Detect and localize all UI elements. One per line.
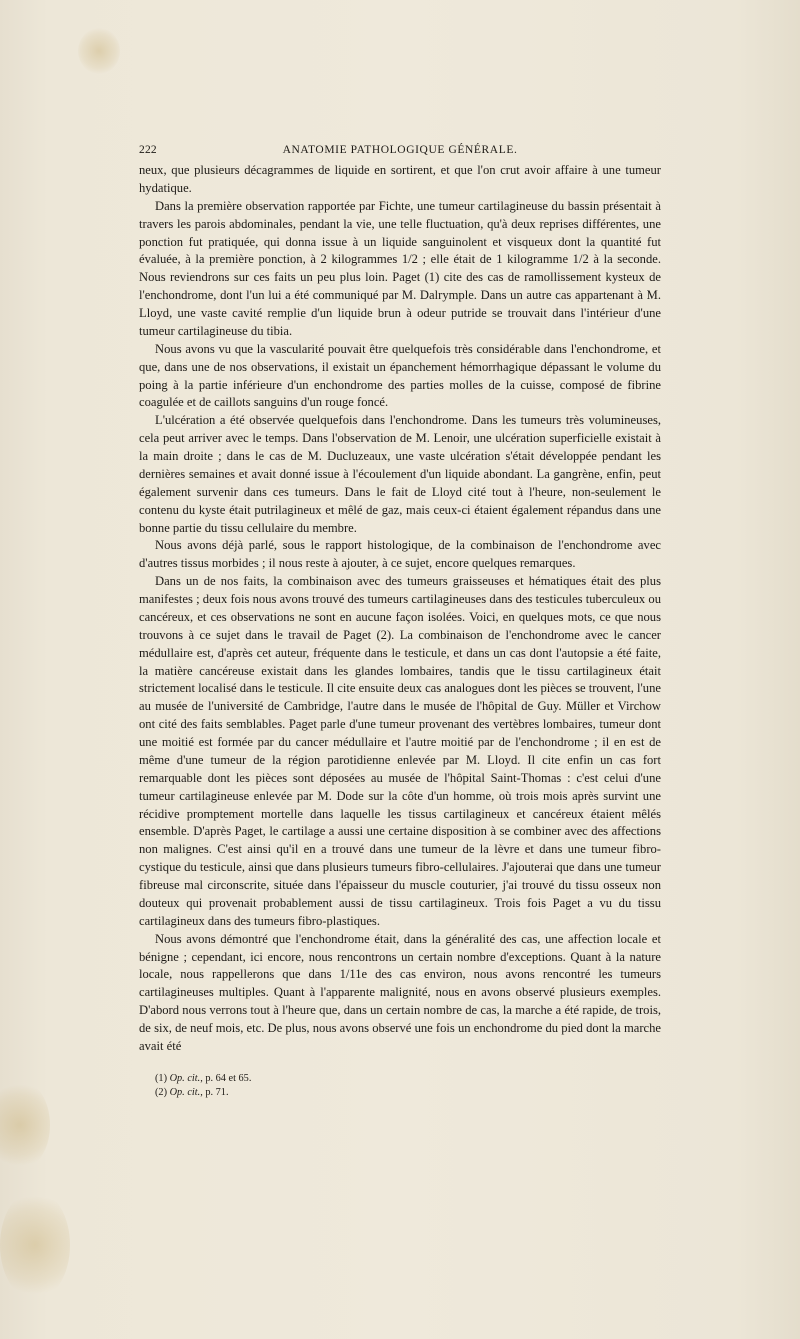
- body-text: [139, 162, 661, 1056]
- page-stain: [78, 28, 120, 74]
- paragraph: neux, que plusieurs décagrammes de liquide en sortirent, et que l'on crut avoir affaire à une tumeur hydatique.: [139, 163, 661, 195]
- footnote: [155, 1072, 661, 1086]
- footnotes: [139, 1072, 661, 1100]
- page-number: 222: [139, 144, 157, 156]
- paragraph: L'ulcération a été observée quelquefois dans l'enchondrome. Dans les tumeurs très volumineuses, cela peut arriver avec le temps. Dans l'observation de M. Lenoir, une ulcération superficielle existait à la main droite ; dans le cas de M. Ducluzeaux, une vaste ulcération s'était développée pendant les dernières semaines et avait donné issue à l'écoulement d'un liquide abondant. La gangrène, enfin, peut également survenir dans ces tumeurs. Dans le fait de Lloyd cité tout à l'heure, non-seulement le contenu du kyste était putrilagineux et mêlé de gaz, mais ceux-ci étaient également répandus dans une bonne partie du tissu cellulaire du membre.: [139, 413, 661, 535]
- text-block: [139, 144, 661, 1100]
- footnote-text: , p. 71.: [200, 1086, 229, 1098]
- footnote: [155, 1086, 661, 1100]
- page-header: [139, 144, 661, 162]
- footnote-reference: Op. cit.: [169, 1086, 201, 1098]
- paragraph: Nous avons démontré que l'enchondrome était, dans la généralité des cas, une affection locale et bénigne ; cependant, ici encore, nous rencontrons un certain nombre d'exceptions. Quant à la nature locale, nous rappellerons que dans 1/11e des cas environ, nous avons rencontré les tumeurs cartilagineuses multiples. Quant à l'apparente malignité, nous en avons observé plusieurs exemples. D'abord nous verrons tout à l'heure que, dans un certain nombre de cas, la marche a été rapide, de trois, de six, de neuf mois, etc. De plus, nous avons observé une fois un enchondrome du pied dont la marche avait été: [139, 931, 661, 1053]
- footnote-number: (2): [155, 1086, 168, 1098]
- paragraph: Dans un de nos faits, la combinaison avec des tumeurs graisseuses et hématiques était des plus manifestes ; deux fois nous avons trouvé des tumeurs cartilagineuses dans des testicules tuberculeux ou cancéreux, et ces observations ne sont en aucune façon isolées. Voici, en quelques mots, ce que nous trouvons à ce sujet dans le travail de Paget (2). La combinaison de l'enchondrome avec le cancer médullaire est, d'après cet auteur, fréquente dans le testicule, et dans un cas dont l'autopsie a été faite, la matière cancéreuse existait dans les glandes lombaires, tandis que le tissu cartilagineux était strictement localisé dans le testicule. Il cite ensuite deux cas analogues dont les pièces se trouvent, l'une au musée de l'université de Cambridge, l'autre dans le musée de l'hôpital de Guy. Müller et Virchow ont cité des faits semblables. Paget parle d'une tumeur provenant des vertèbres lombaires, tumeur dont une moitié est formée par du cancer médullaire et l'autre moitié par de l'enchondrome ; il en est de même d'une tumeur de la région parotidienne enlevée par M. Lloyd. Il cite enfin un cas fort remarquable dont les pièces sont déposées au musée de l'hôpital Saint-Thomas : c'est celui d'une tumeur cartilagineuse enlevée par M. Dode sur la côte d'un homme, où trois mois après survint une récidive promptement mortelle dans laquelle les tissus cartilagineux et cancéreux étaient mêlés ensemble. D'après Paget, le cartilage a aussi une certaine disposition à se combiner avec des affections non malignes. C'est ainsi qu'il en a trouvé dans une tumeur de la lèvre et dans une tumeur fibro-cystique du testicule, ainsi que dans plusieurs tumeurs fibro-cellulaires. J'ajouterai que dans une tumeur fibreuse mal circonscrite, située dans l'épaisseur du muscle couturier, j'ai trouvé du tissu osseux non douteux qui provenait probablement aussi de tissu cartilagineux. Trois fois Paget a vu du tissu cartilagineux dans des tumeurs fibro-plastiques.: [139, 574, 661, 928]
- running-title: ANATOMIE PATHOLOGIQUE GÉNÉRALE.: [282, 144, 518, 156]
- paragraph: Nous avons déjà parlé, sous le rapport histologique, de la combinaison de l'enchondrome avec d'autres tissus morbides ; il nous reste à ajouter, à ce sujet, encore quelques remarques.: [139, 538, 661, 571]
- page-stain: [0, 1080, 50, 1170]
- footnote-text: , p. 64 et 65.: [200, 1072, 252, 1084]
- page-stain: [0, 1190, 70, 1300]
- paragraph: Dans la première observation rapportée par Fichte, une tumeur cartilagineuse du bassin présentait à travers les parois abdominales, pendant la vie, une telle fluctuation, qu'à deux reprises différentes, une ponction fut pratiquée, qui donna issue à un liquide sanguinolent et visqueux dont la quantité fut évaluée, à la première ponction, à 2 kilogrammes 1/2 ; elle était de 1 kilogramme 1/2 à la seconde. Nous reviendrons sur ces faits un peu plus loin. Paget (1) cite des cas de ramollissement kysteux de l'enchondrome, dont l'un lui a été communiqué par M. Dalrymple. Dans un autre cas appartenant à M. Lloyd, une vaste cavité remplie d'un liquide brun à odeur putride se trouvait dans l'intérieur d'une tumeur cartilagineuse du tibia.: [139, 198, 661, 338]
- footnote-reference: Op. cit.: [169, 1072, 201, 1084]
- paragraph: Nous avons vu que la vascularité pouvait être quelquefois très considérable dans l'enchondrome, et que, dans une de nos observations, il existait un épanchement hémorrhagique dépassant le volume du poing à la partie inférieure d'un enchondrome des parties molles de la cuisse, composé de fibrine coagulée et de caillots sanguins d'un rouge foncé.: [139, 341, 661, 410]
- footnote-number: (1): [155, 1072, 168, 1084]
